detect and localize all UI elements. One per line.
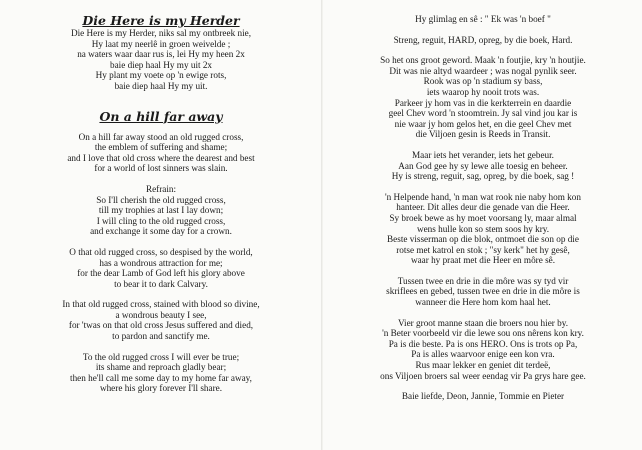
tribute-paragraph-3 [330, 192, 636, 266]
text-line: iets waarop hy nooit trots was. [426, 86, 540, 97]
text-line: baie diep haal Hy my uit 2x [109, 59, 213, 70]
text-line: Dit was nie altyd waardeer ; was nogal pynlik seer. [389, 65, 577, 76]
left-page [6, 12, 316, 394]
hymn-title: On a hill far away [99, 108, 223, 124]
text-line: So het ons groot geword. Maak 'n foutjie, kry 'n houtjie. [380, 55, 586, 66]
text-line: for the dear Lamb of God left his glory above [77, 268, 245, 279]
text-line: waar hy praat met die Heer en môre sê. [410, 255, 556, 266]
text-line: Maar iets het verander, iets het gebeur. [412, 149, 554, 160]
text-line: baie diep haal Hy my uit. [114, 80, 208, 91]
text-line: has a wondrous attraction for me; [99, 257, 223, 268]
text-line: wens hulle kon so stem soos hy kry. [416, 223, 550, 234]
text-line: Die Here is my Herder, niks sal my ontbreek nie, [70, 28, 251, 38]
text-line: Sy broek bewe as hy moet voorsang ly, maar almal [389, 212, 577, 223]
text-line: na waters waar daar rus is, lei Hy my heen 2x [77, 49, 245, 60]
text-line: Hy plant my voete op 'n ewige rots, [95, 70, 227, 81]
text-line: then he'll call me some day to my home far away, [70, 372, 252, 383]
text-line: Rook was op 'n stadium sy bass, [423, 76, 543, 87]
text-line: Hy is streng, reguit, sag, opreg, by die boek, sag ! [391, 171, 575, 182]
text-line: its shame and reproach gladly bear; [95, 362, 227, 373]
text-line: Tussen twee en drie in die môre was sy tyd vir [397, 275, 569, 286]
psalm-title: Die Here is my Herder [82, 13, 240, 28]
text-line: wanneer die Here hom kom haal het. [415, 297, 551, 308]
text-line: rotse met katrol en stok ; "sy kerk" het hy gesê, [396, 244, 570, 255]
text-line: Pa is alles waarvoor enige een kon vra. [411, 349, 555, 360]
text-line: to pardon and sanctify me. [112, 331, 210, 342]
hymn-refrain [6, 184, 316, 237]
text-line: To the old rugged cross I will ever be true; [82, 351, 240, 362]
text-line: for a world of lost sinners was slain. [94, 163, 228, 174]
tribute-paragraph-5 [330, 318, 636, 382]
text-line: and I love that old cross where the dearest and best [67, 152, 255, 163]
text-line: So I'll cherish the old rugged cross, [96, 194, 226, 205]
text-line: and exchange it some day for a crown. [90, 226, 232, 237]
tribute-paragraph-2 [330, 150, 636, 182]
text-line: where his glory forever I'll share. [99, 383, 223, 394]
text-line: I will cling to the old rugged cross, [96, 215, 226, 226]
text-line: Parkeer jy hom vas in die kerkterrein en daardie [394, 97, 572, 108]
text-line: to bear it to dark Calvary. [114, 278, 208, 289]
tribute-paragraph-1 [330, 55, 636, 140]
text-line: Streng, reguit, HARD, opreg, by die boek, Hard. [393, 34, 573, 45]
text-line: a wondrous beauty I see, [115, 309, 207, 320]
text-line: On a hill far away stood an old rugged cross, [78, 131, 244, 142]
text-line: till my trophies at last I lay down; [98, 205, 224, 216]
text-line: nie waar jy hom gelos het, en die geel Chev met [394, 118, 572, 129]
hymn-stanza-4 [6, 352, 316, 394]
text-line: skriflees en gebed, tussen twee en drie in die môre is [386, 286, 580, 297]
signoff: Baie liefde, Deon, Jannie, Tommie en Pieter [401, 391, 565, 402]
refrain-label: Refrain: [145, 183, 177, 194]
text-line: geel Chev word 'n stoomtrein. Jy sal vind jou kar is [388, 108, 578, 119]
text-line: Aan God gee hy sy lewe alle toesig en beheer. [398, 160, 568, 171]
tribute-paragraph-4 [330, 276, 636, 308]
text-line: the emblem of suffering and shame; [94, 142, 228, 153]
hymn-stanza-2 [6, 247, 316, 289]
text-line: O that old rugged cross, so despised by the world, [69, 246, 253, 257]
center-fold [321, 0, 323, 450]
text-line: 'n Helpende hand, 'n man wat rook nie naby hom kon [385, 191, 581, 202]
text-line: hanteer. Dit alles deur die genade van die Heer. [396, 202, 570, 213]
right-page [330, 12, 636, 402]
text-line: Pa is die beste. Pa is ons HERO. Ons is trots op Pa, [388, 338, 578, 349]
text-line: 'n Beter voorbeeld vir die lewe sou ons nêrens kon kry. [382, 328, 584, 339]
text-line: In that old rugged cross, stained with blood so divine, [62, 299, 260, 310]
text-line: Rus maar lekker en geniet dit terdeë, [415, 360, 551, 371]
text-line: ons Viljoen broers sal weer eendag vir Pa grys hare gee. [380, 370, 586, 381]
quote-line: Hy glimlag en sê : " Ek was 'n boef " [415, 14, 551, 24]
psalm-text [6, 28, 316, 92]
text-line: die Viljoen gesin is Reeds in Transit. [415, 129, 551, 140]
text-line: for 'twas on that old cross Jesus suffered and died, [68, 320, 254, 331]
text-line: Vier groot manne staan die broers nou hier by. [397, 317, 569, 328]
hymn-stanza-3 [6, 299, 316, 341]
text-line: Hy laat my neerlê in groen weivelde ; [91, 38, 231, 49]
text-line: Beste visserman op die blok, ontmoet die son op die [387, 234, 579, 245]
hymn-stanza-1 [6, 132, 316, 174]
